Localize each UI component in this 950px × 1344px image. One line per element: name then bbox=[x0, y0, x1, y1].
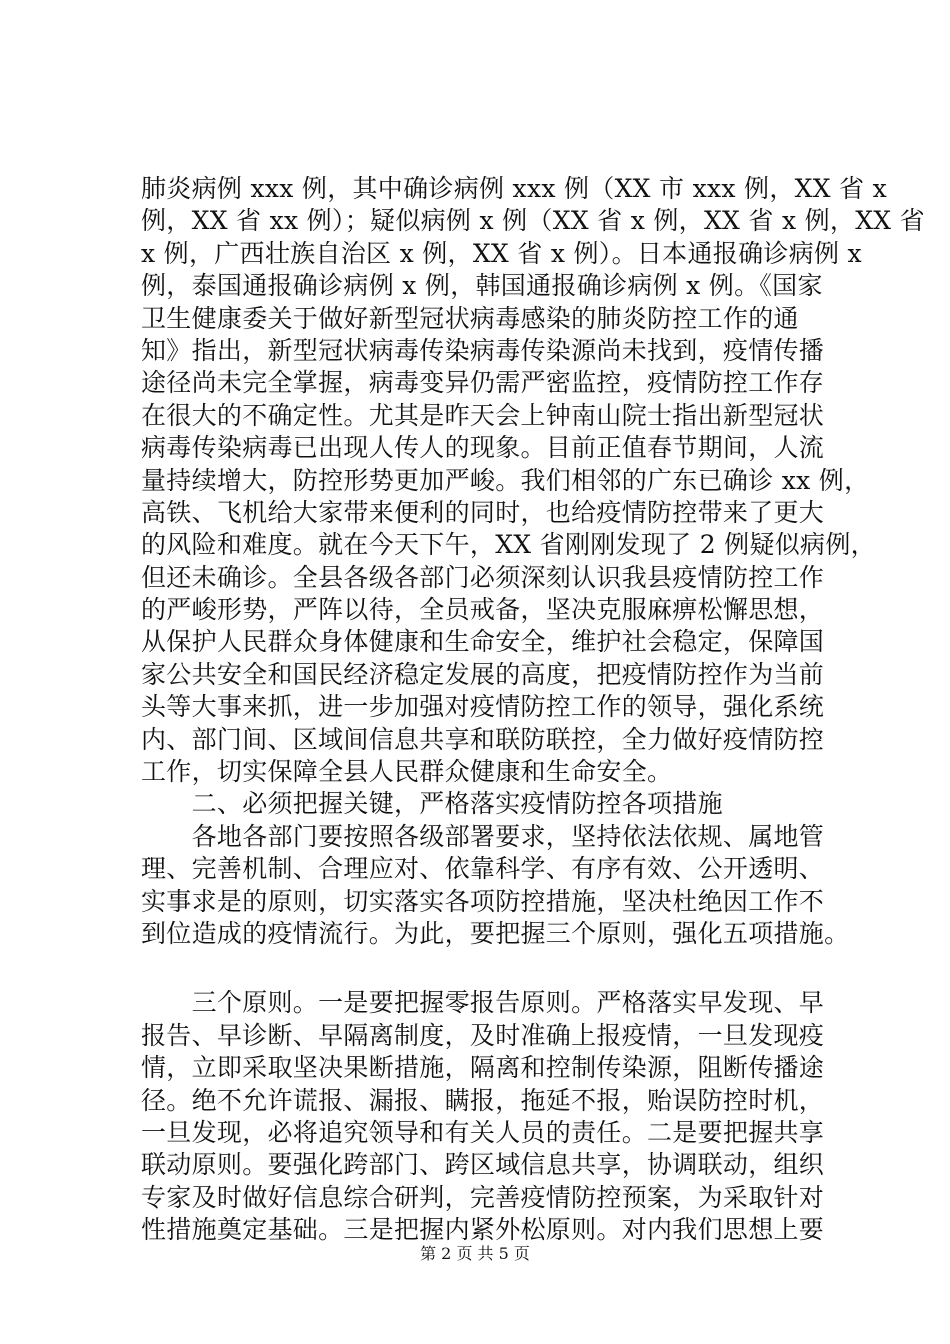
text-line: 三个原则。一是要把握零报告原则。严格落实早发现、早 bbox=[141, 988, 825, 1018]
text-line: 实事求是的原则，切实落实各项防控措施，坚决杜绝因工作不 bbox=[141, 886, 825, 916]
text-line: x 例，广西壮族自治区 x 例，XX 省 x 例）。日本通报确诊病例 x bbox=[141, 238, 862, 268]
text-line: 肺炎病例 xxx 例，其中确诊病例 xxx 例（XX 市 xxx 例，XX 省 x bbox=[141, 174, 888, 203]
text-line: 头等大事来抓，进一步加强对疫情防控工作的领导，强化系统 bbox=[141, 692, 825, 722]
text-line: 联动原则。要强化跨部门、跨区域信息共享，协调联动，组织 bbox=[141, 1150, 825, 1180]
paragraph-block-2 bbox=[141, 987, 841, 1246]
text-line: 到位造成的疫情流行。为此，要把握三个原则，强化五项措施。 bbox=[141, 918, 850, 948]
text-line: 例，泰国通报确诊病例 x 例，韩国通报确诊病例 x 例。《国家 bbox=[141, 271, 823, 301]
text-line: 在很大的不确定性。尤其是昨天会上钟南山院士指出新型冠状 bbox=[141, 400, 825, 430]
text-line: 情，立即采取坚决果断措施，隔离和控制传染源，阻断传播途 bbox=[141, 1053, 825, 1083]
text-line: 内、部门间、区域间信息共享和联防联控，全力做好疫情防控 bbox=[141, 724, 825, 754]
section-heading: 二、必须把握关键，严格落实疫情防控各项措施 bbox=[141, 789, 723, 819]
text-line: 工作，切实保障全县人民群众健康和生命安全。 bbox=[141, 757, 673, 787]
text-line: 一旦发现，必将追究领导和有关人员的责任。二是要把握共享 bbox=[141, 1117, 825, 1147]
text-line: 报告、早诊断、早隔离制度，及时准确上报疫情，一旦发现疫 bbox=[141, 1020, 825, 1050]
text-line: 径。绝不允许谎报、漏报、瞒报，拖延不报，贻误防控时机， bbox=[141, 1085, 825, 1115]
text-line: 病毒传染病毒已出现人传人的现象。目前正值春节期间，人流 bbox=[141, 433, 825, 463]
text-line: 理、完善机制、合理应对、依靠科学、有序有效、公开透明、 bbox=[141, 854, 825, 884]
text-line: 从保护人民群众身体健康和生命安全，维护社会稳定，保障国 bbox=[141, 627, 825, 657]
paragraph-gap bbox=[141, 950, 841, 987]
text-line: 途径尚未完全掌握，病毒变异仍需严密监控，疫情防控工作存 bbox=[141, 368, 825, 398]
text-line: 各地各部门要按照各级部署要求，坚持依法依规、属地管 bbox=[141, 821, 825, 851]
text-line: 知》指出，新型冠状病毒传染病毒传染源尚未找到，疫情传播 bbox=[141, 335, 825, 365]
text-line: 家公共安全和国民经济稳定发展的高度，把疫情防控作为当前 bbox=[141, 659, 825, 689]
text-line: 高铁、飞机给大家带来便利的同时，也给疫情防控带来了更大 bbox=[141, 497, 825, 527]
text-line: 例，XX 省 xx 例）；疑似病例 x 例（XX 省 x 例，XX 省 x 例，XX 省 bbox=[141, 206, 925, 236]
text-line: 量持续增大，防控形势更加严峻。我们相邻的广东已确诊 xx 例， bbox=[141, 465, 870, 495]
text-line: 但还未确诊。全县各级各部门必须深刻认识我县疫情防控工作 bbox=[141, 562, 825, 592]
paragraph-block-1 bbox=[141, 173, 925, 950]
text-line: 性措施奠定基础。三是把握内紧外松原则。对内我们思想上要 bbox=[141, 1215, 825, 1245]
text-line: 的严峻形势，严阵以待，全员戒备，坚决克服麻痹松懈思想， bbox=[141, 595, 825, 625]
text-line: 的风险和难度。就在今天下午，XX 省刚刚发现了 2 例疑似病例， bbox=[141, 530, 876, 560]
text-line: 专家及时做好信息综合研判，完善疫情防控预案，为采取针对 bbox=[141, 1182, 825, 1212]
document-body bbox=[141, 173, 925, 1247]
text-line: 卫生健康委关于做好新型冠状病毒感染的肺炎防控工作的通 bbox=[141, 303, 799, 333]
page-number-footer: 第 2 页 共 5 页 bbox=[420, 1244, 530, 1263]
